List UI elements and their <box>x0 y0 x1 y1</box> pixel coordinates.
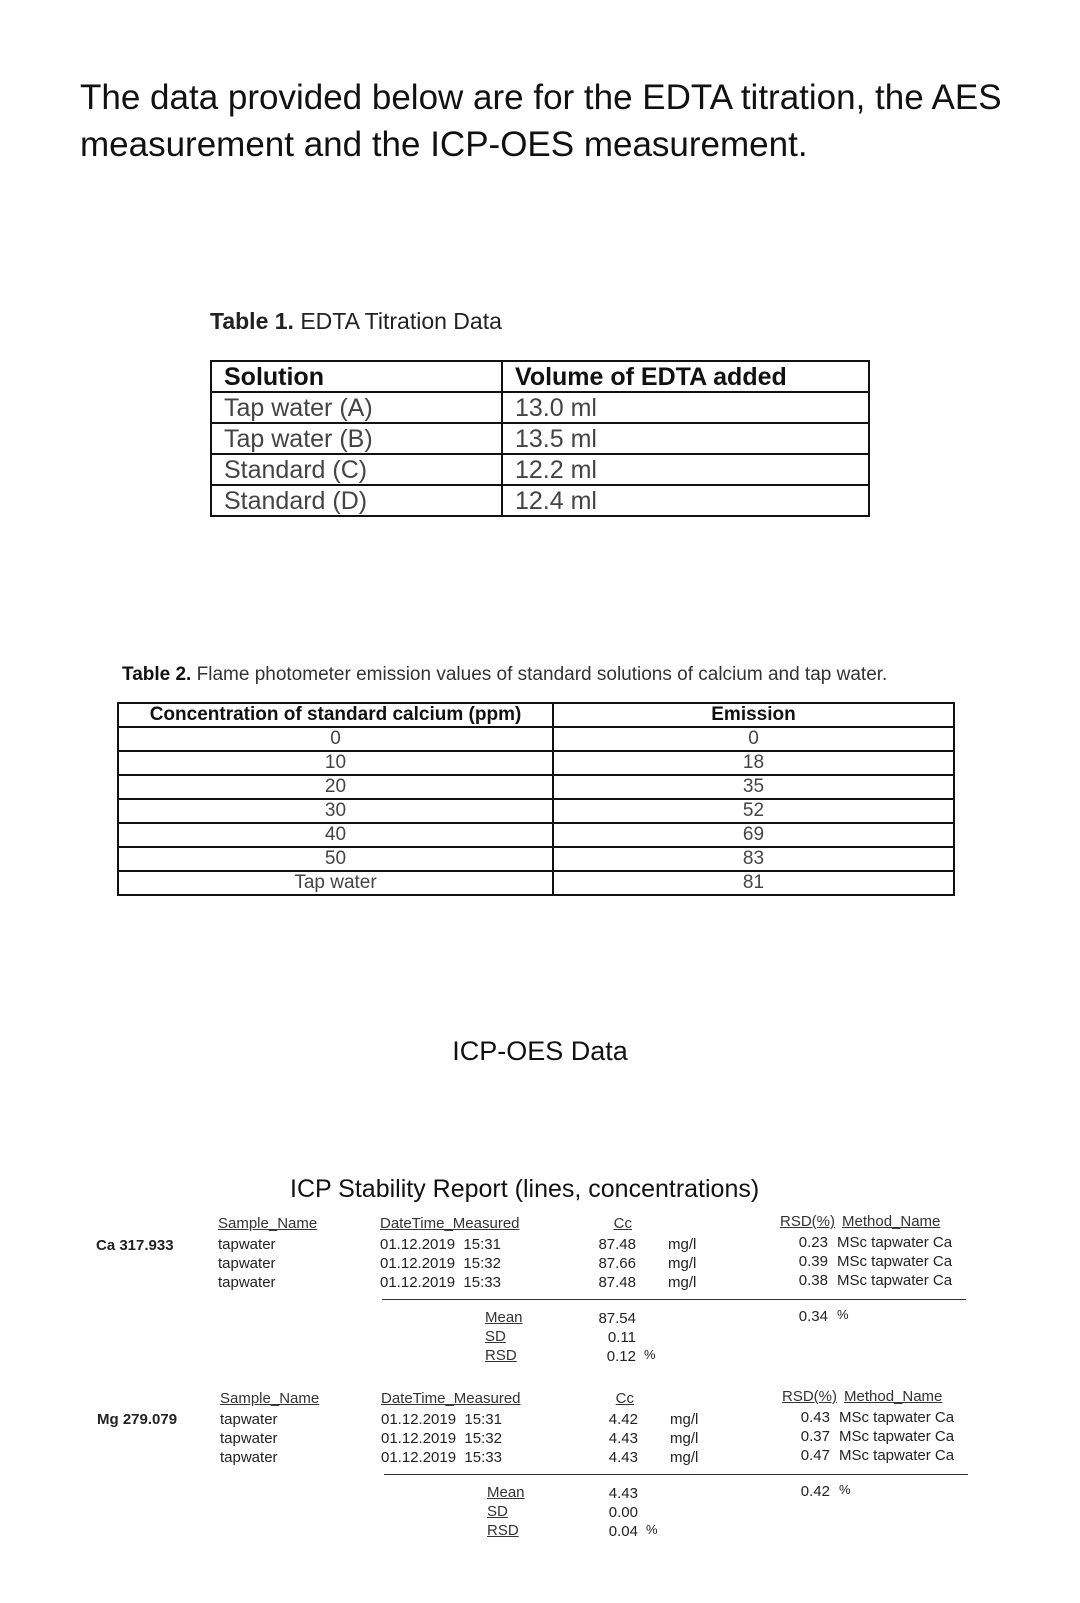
row3-datetime: 01.12.2019 15:33 <box>380 1274 501 1291</box>
label-sd: SD <box>485 1328 506 1345</box>
row3-unit: mg/l <box>670 1449 699 1466</box>
table-cell: 18 <box>553 751 954 775</box>
table1-caption-label: Table 1. <box>210 308 294 334</box>
divider <box>382 1299 966 1300</box>
table-row <box>211 423 869 454</box>
mean-value: 4.43 <box>608 1485 638 1502</box>
row2-method: MSc tapwater Ca <box>839 1428 955 1445</box>
table-cell: Tap water (A) <box>211 392 502 423</box>
row2-sample: tapwater <box>218 1255 276 1272</box>
row3-rsd: 0.38 <box>798 1272 828 1289</box>
row1-method: MSc tapwater Ca <box>837 1234 953 1251</box>
table-cell: 35 <box>553 775 954 799</box>
mean-rsd-value: 0.34 <box>798 1308 828 1325</box>
table-row <box>118 823 954 847</box>
table1-caption <box>210 308 502 335</box>
row2-cc: 87.66 <box>598 1255 636 1272</box>
element-line-label: Ca 317.933 <box>96 1237 174 1254</box>
table2-header-row <box>118 703 954 727</box>
header-cc: Cc <box>613 1215 632 1232</box>
table-cell: 10 <box>118 751 553 775</box>
row3-method: MSc tapwater Ca <box>837 1272 953 1289</box>
mean-value: 87.54 <box>598 1310 636 1327</box>
row3-cc: 87.48 <box>598 1274 636 1291</box>
label-mean: Mean <box>487 1484 525 1501</box>
mean-rsd-unit: % <box>839 1482 851 1497</box>
label-rsd: RSD <box>485 1347 517 1364</box>
row2-sample: tapwater <box>220 1430 278 1447</box>
header-method: Method_Name <box>844 1388 943 1405</box>
table-cell: 12.4 ml <box>502 485 869 516</box>
row2-method: MSc tapwater Ca <box>837 1253 953 1270</box>
table-row <box>118 751 954 775</box>
rsd-unit: % <box>646 1522 658 1537</box>
element-line-label: Mg 279.079 <box>97 1411 178 1428</box>
table-row <box>118 799 954 823</box>
table-cell: Tap water <box>118 871 553 895</box>
table-cell: 69 <box>553 823 954 847</box>
header-datetime: DateTime_Measured <box>380 1215 520 1232</box>
header-sample-name: Sample_Name <box>218 1215 318 1232</box>
table2-caption <box>122 664 887 686</box>
table-cell: 12.2 ml <box>502 454 869 485</box>
divider <box>384 1474 968 1475</box>
table-cell: 52 <box>553 799 954 823</box>
row2-cc: 4.43 <box>608 1430 638 1447</box>
table-cell: 13.5 ml <box>502 423 869 454</box>
stability-report-title: ICP Stability Report (lines, concentrations) <box>290 1175 760 1203</box>
table-cell: 50 <box>118 847 553 871</box>
header-datetime: DateTime_Measured <box>381 1390 521 1407</box>
header-method: Method_Name <box>842 1213 941 1230</box>
table2-header-concentration: Concentration of standard calcium (ppm) <box>118 703 553 727</box>
row3-method: MSc tapwater Ca <box>839 1447 955 1464</box>
rsd-value: 0.12 <box>606 1348 636 1365</box>
rsd-value: 0.04 <box>608 1523 638 1540</box>
row1-unit: mg/l <box>670 1411 699 1428</box>
table-cell: Standard (C) <box>211 454 502 485</box>
sd-value: 0.11 <box>607 1329 636 1346</box>
row1-cc: 4.42 <box>608 1411 638 1428</box>
row2-rsd: 0.37 <box>800 1428 830 1445</box>
row2-unit: mg/l <box>670 1430 699 1447</box>
table-row <box>118 775 954 799</box>
row1-rsd: 0.23 <box>798 1234 828 1251</box>
table-cell: 0 <box>553 727 954 751</box>
table1-caption-text: EDTA Titration Data <box>300 308 502 334</box>
row1-method: MSc tapwater Ca <box>839 1409 955 1426</box>
header-sample-name: Sample_Name <box>220 1390 320 1407</box>
row1-rsd: 0.43 <box>800 1409 830 1426</box>
mean-rsd-value: 0.42 <box>800 1483 830 1500</box>
row3-unit: mg/l <box>668 1274 697 1291</box>
table-cell: 81 <box>553 871 954 895</box>
edta-titration-table <box>210 360 870 517</box>
row1-datetime: 01.12.2019 15:31 <box>380 1236 501 1253</box>
intro-paragraph: The data provided below are for the EDTA titration, the AES measurement and the ICP-OES measurement. <box>80 78 1002 164</box>
row1-datetime: 01.12.2019 15:31 <box>381 1411 502 1428</box>
table2-header-emission: Emission <box>553 703 954 727</box>
row3-sample: tapwater <box>218 1274 276 1291</box>
icp-section-title: ICP-OES Data <box>452 1036 628 1066</box>
row1-cc: 87.48 <box>598 1236 636 1253</box>
header-rsd: RSD(%) <box>780 1213 835 1230</box>
header-rsd: RSD(%) <box>782 1388 837 1405</box>
table-row <box>211 392 869 423</box>
table-cell: 13.0 ml <box>502 392 869 423</box>
row1-unit: mg/l <box>668 1236 697 1253</box>
header-cc: Cc <box>615 1390 634 1407</box>
rsd-unit: % <box>644 1347 656 1362</box>
label-sd: SD <box>487 1503 508 1520</box>
row2-datetime: 01.12.2019 15:32 <box>381 1430 502 1447</box>
table-row <box>118 727 954 751</box>
table2-caption-text: Flame photometer emission values of standard solutions of calcium and tap water. <box>196 664 888 685</box>
row1-sample: tapwater <box>220 1411 278 1428</box>
row3-cc: 4.43 <box>608 1449 638 1466</box>
table-cell: 0 <box>118 727 553 751</box>
row3-rsd: 0.47 <box>800 1447 830 1464</box>
table1-header-solution: Solution <box>211 361 502 392</box>
label-rsd: RSD <box>487 1522 519 1539</box>
row3-datetime: 01.12.2019 15:33 <box>381 1449 502 1466</box>
mean-rsd-unit: % <box>837 1307 849 1322</box>
table-row <box>118 847 954 871</box>
table-row <box>211 454 869 485</box>
row2-rsd: 0.39 <box>798 1253 828 1270</box>
table-cell: 83 <box>553 847 954 871</box>
table-row <box>118 871 954 895</box>
sd-value: 0.00 <box>608 1504 638 1521</box>
row2-datetime: 01.12.2019 15:32 <box>380 1255 501 1272</box>
table-row <box>211 485 869 516</box>
table2-caption-label: Table 2. <box>122 664 192 685</box>
flame-emission-table <box>117 702 955 896</box>
table-cell: 40 <box>118 823 553 847</box>
table-cell: Standard (D) <box>211 485 502 516</box>
table1-header-volume: Volume of EDTA added <box>502 361 869 392</box>
row1-sample: tapwater <box>218 1236 276 1253</box>
table-cell: 20 <box>118 775 553 799</box>
label-mean: Mean <box>485 1309 523 1326</box>
table-cell: Tap water (B) <box>211 423 502 454</box>
table1-header-row <box>211 361 869 392</box>
row3-sample: tapwater <box>220 1449 278 1466</box>
table-cell: 30 <box>118 799 553 823</box>
row2-unit: mg/l <box>668 1255 697 1272</box>
